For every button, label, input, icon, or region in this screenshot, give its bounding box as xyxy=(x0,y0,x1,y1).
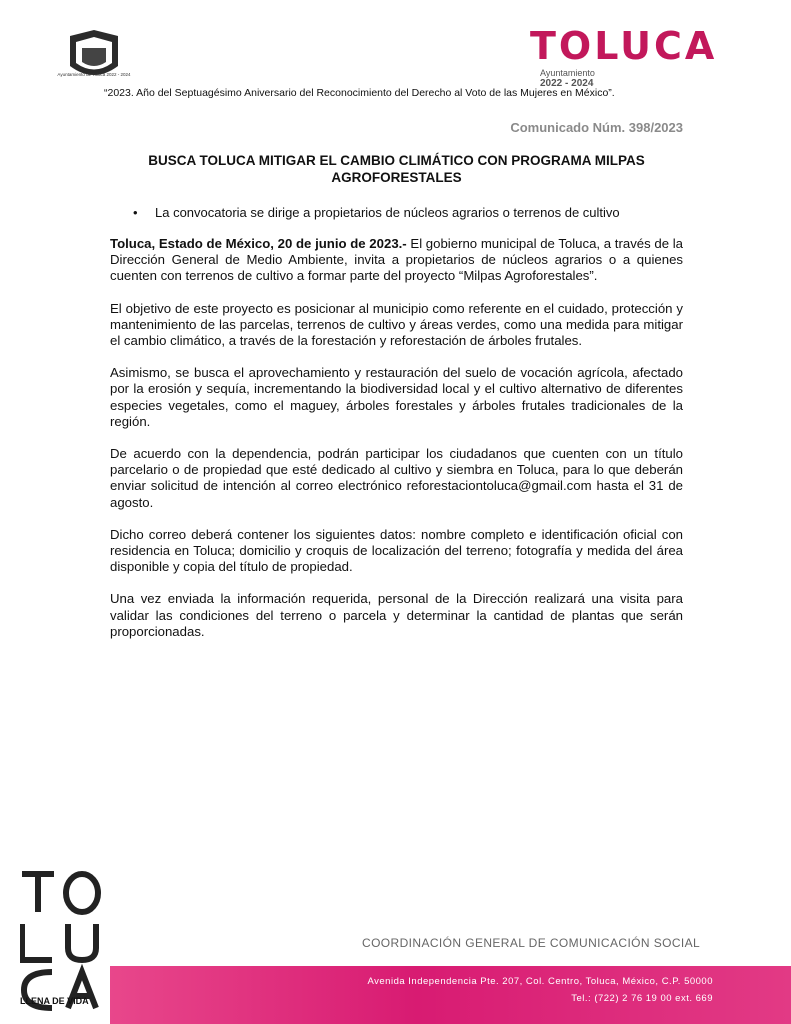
paragraph-1 xyxy=(110,236,683,285)
paragraph-4: De acuerdo con la dependencia, podrán participar los ciudadanos que cuenten con un título parcelario o de propiedad que esté dedicado al cultivo y siembra en Toluca, para lo que deberán enviar solicitud de intención al correo electrónico reforestaciontoluca@gmail.com hasta el 31 de agosto. xyxy=(110,446,683,510)
footer-tagline: LLENA DE VIDA xyxy=(20,996,89,1006)
toluca-seal-icon xyxy=(62,26,126,92)
paragraph-3: Asimismo, se busca el aprovechamiento y restauración del suelo de vocación agrícola, afectado por la erosión y sequía, incrementando la biodiversidad local y el cultivo alternativo de diferentes especies vegetales, como el maguey, árboles forestales y árboles frutales tradicionales de la región. xyxy=(110,365,683,429)
footer-phone: Tel.: (722) 2 76 19 00 ext. 669 xyxy=(571,993,713,1004)
toluca-footer-logo xyxy=(20,868,104,1014)
seal-label: Ayuntamiento de Toluca 2022 - 2024 xyxy=(57,72,131,77)
brand-name: TOLUCA xyxy=(530,24,718,68)
summary-bullet xyxy=(133,205,620,220)
paragraph-2: El objetivo de este proyecto es posicionar al municipio como referente en el cuidado, protección y mantenimiento de las parcelas, terrenos de cultivo y áreas verdes, como una medida para mitigar el cambio climático, a través de la forestación y reforestación de árboles frutales. xyxy=(110,300,683,349)
dateline: Toluca, Estado de México, 20 de junio de 2023.- xyxy=(110,236,407,251)
paragraph-6: Una vez enviada la información requerida, personal de la Dirección realizará una visita para validar las condiciones del terreno o parcela y determinar la cantidad de plantas que serán proporcionadas. xyxy=(110,591,683,639)
brand-years: 2022 - 2024 xyxy=(540,78,594,89)
paragraph-1-text: El gobierno municipal de Toluca, a través de la Dirección General de Medio Ambiente, invita a propietarios de núcleos agrarios o a quienes cuenten con terrenos de cultivo a formar parte del proyecto “Milpas Agroforestales”. xyxy=(110,236,684,284)
bullet-text: La convocatoria se dirige a propietarios de núcleos agrarios o terrenos de cultivo xyxy=(155,205,620,220)
release-number: Comunicado Núm. 398/2023 xyxy=(510,120,683,135)
brand-subtitle: Ayuntamiento xyxy=(540,68,595,78)
headline: BUSCA TOLUCA MITIGAR EL CAMBIO CLIMÁTICO CON PROGRAMA MILPAS AGROFORESTALES xyxy=(148,153,645,185)
press-body xyxy=(110,236,683,656)
department-name: COORDINACIÓN GENERAL DE COMUNICACIÓN SOCIAL xyxy=(362,936,701,950)
footer-address: Avenida Independencia Pte. 207, Col. Centro, Toluca, México, C.P. 50000 xyxy=(367,976,713,987)
official-motto: “2023. Año del Septuagésimo Aniversario del Reconocimiento del Derecho al Voto de las Mujeres en México”. xyxy=(104,87,615,99)
bullet-icon: • xyxy=(133,205,138,220)
paragraph-5: Dicho correo deberá contener los siguientes datos: nombre completo e identificación oficial con residencia en Toluca; domicilio y croquis de localización del terreno; fotografía y medida del área disponible y copia del título de propiedad. xyxy=(110,526,683,575)
